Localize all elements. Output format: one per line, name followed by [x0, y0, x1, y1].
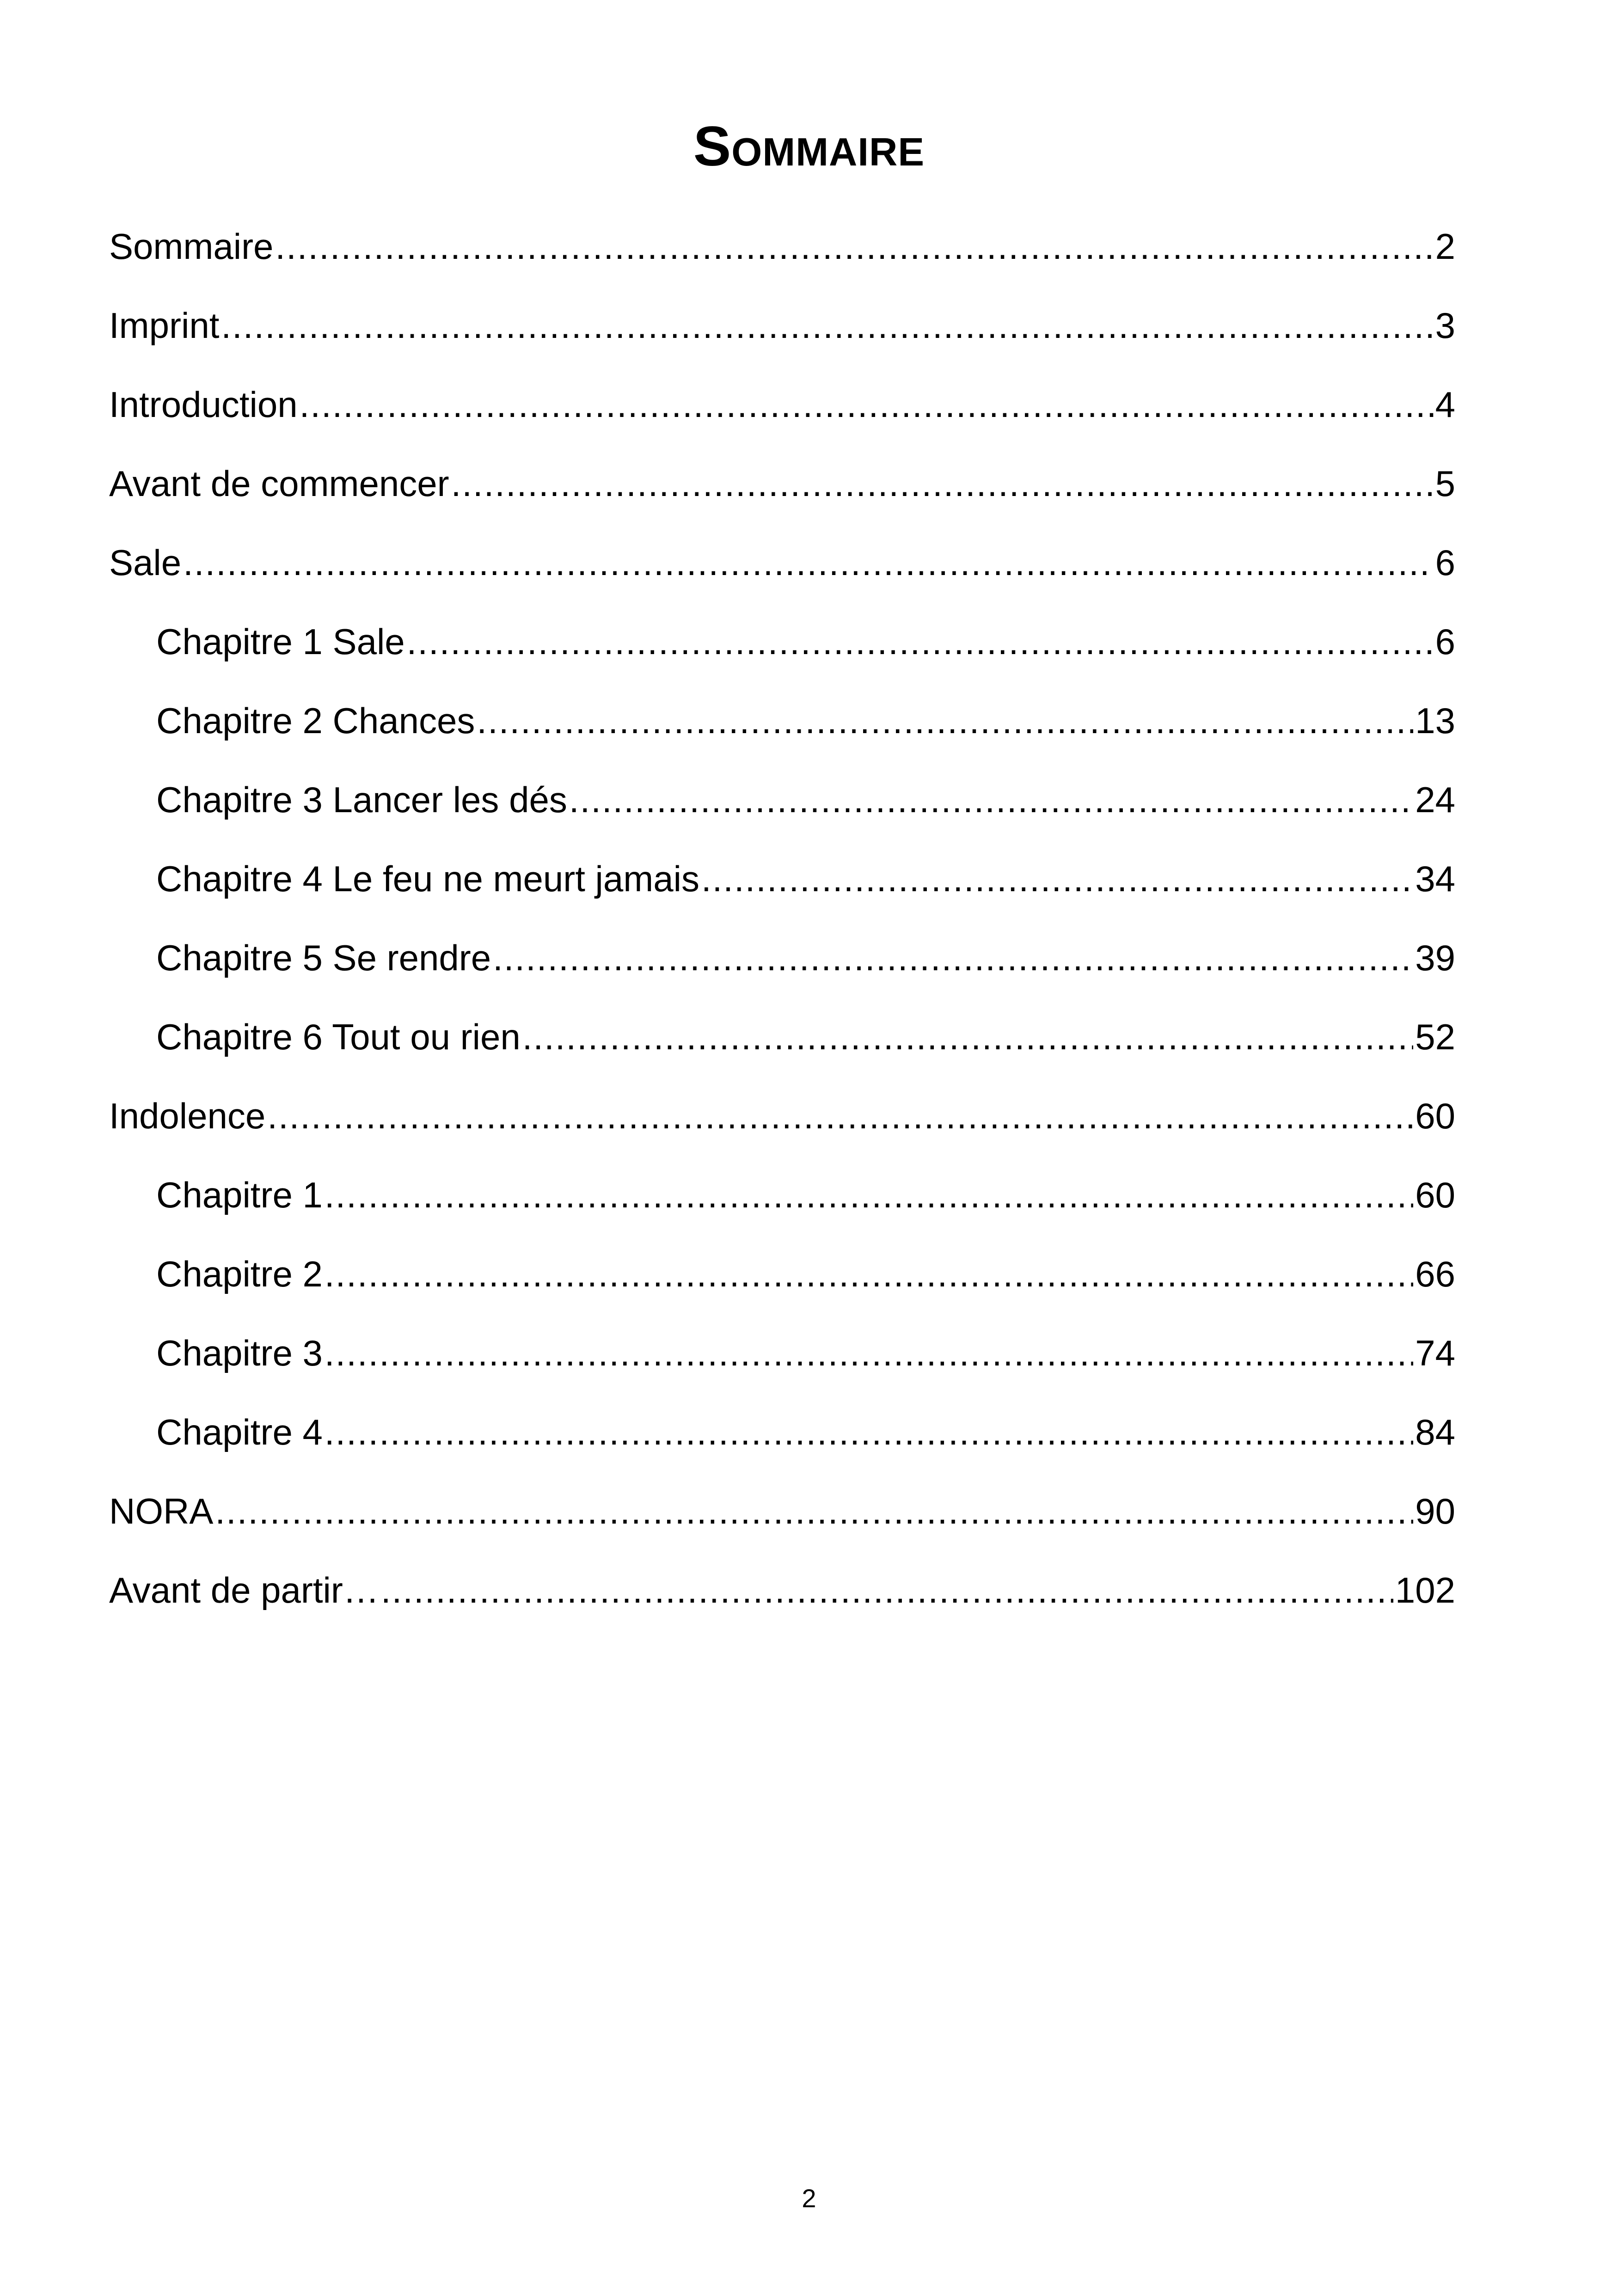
toc-entry-page: 66: [1415, 1254, 1455, 1294]
toc-dot-leader: [701, 853, 1413, 904]
toc-entry[interactable]: [109, 537, 1455, 616]
toc-entry-label: Chapitre 1: [156, 1175, 323, 1215]
toc-entry-label: Introduction: [109, 384, 298, 425]
toc-entry-page: 6: [1435, 542, 1455, 583]
toc-entry-page: 3: [1435, 305, 1455, 346]
toc-entry[interactable]: [109, 1486, 1455, 1565]
toc-entry[interactable]: [109, 1328, 1455, 1407]
toc-dot-leader: [267, 1090, 1413, 1141]
table-of-contents: [109, 221, 1455, 1644]
toc-entry-page: 2: [1435, 226, 1455, 267]
toc-entry[interactable]: [109, 853, 1455, 932]
page-number: 2: [802, 2184, 816, 2213]
toc-entry[interactable]: [109, 300, 1455, 379]
toc-entry-page: 60: [1415, 1175, 1455, 1215]
toc-entry-label: Chapitre 5 Se rendre: [156, 937, 491, 978]
page-title: Sommaire: [693, 115, 925, 178]
toc-entry-page: 84: [1415, 1412, 1455, 1452]
toc-entry-label: NORA: [109, 1491, 214, 1531]
toc-entry[interactable]: [109, 1249, 1455, 1328]
toc-entry-label: Chapitre 4: [156, 1412, 323, 1452]
toc-entry[interactable]: [109, 1565, 1455, 1644]
toc-dot-leader: [325, 1407, 1413, 1457]
toc-entry-page: 34: [1415, 858, 1455, 899]
toc-entry[interactable]: [109, 379, 1455, 458]
toc-entry-label: Chapitre 2: [156, 1254, 323, 1294]
toc-entry[interactable]: [109, 695, 1455, 774]
toc-dot-leader: [221, 300, 1433, 351]
toc-entry-label: Imprint: [109, 305, 220, 346]
toc-entry-page: 60: [1415, 1096, 1455, 1136]
toc-entry-label: Avant de commencer: [109, 463, 449, 504]
toc-entry-page: 4: [1435, 384, 1455, 425]
toc-entry[interactable]: [109, 1011, 1455, 1090]
toc-entry[interactable]: [109, 221, 1455, 300]
toc-dot-leader: [215, 1486, 1413, 1537]
toc-dot-leader: [407, 616, 1434, 667]
toc-entry-label: Indolence: [109, 1096, 266, 1136]
toc-entry[interactable]: [109, 1090, 1455, 1169]
toc-entry-label: Chapitre 4 Le feu ne meurt jamais: [156, 858, 699, 899]
toc-entry-page: 39: [1415, 937, 1455, 978]
toc-entry-label: Chapitre 3: [156, 1333, 323, 1373]
toc-entry-page: 6: [1435, 621, 1455, 662]
toc-dot-leader: [569, 774, 1413, 825]
toc-dot-leader: [183, 537, 1433, 588]
toc-entry[interactable]: [109, 616, 1455, 695]
toc-dot-leader: [451, 458, 1434, 509]
toc-entry-page: 102: [1395, 1570, 1455, 1610]
toc-dot-leader: [325, 1169, 1413, 1220]
toc-entry-label: Sommaire: [109, 226, 274, 267]
toc-entry-label: Avant de partir…: [109, 1570, 379, 1610]
toc-dot-leader: [522, 1011, 1414, 1062]
toc-entry-page: 5: [1435, 463, 1455, 504]
toc-entry-page: 13: [1415, 700, 1455, 741]
toc-entry[interactable]: [109, 1407, 1455, 1486]
toc-entry-label: Chapitre 6 Tout ou rien: [156, 1016, 521, 1057]
toc-entry-label: Sale: [109, 542, 182, 583]
toc-dot-leader: [325, 1249, 1413, 1299]
toc-dot-leader: [275, 221, 1433, 272]
toc-dot-leader: [325, 1328, 1413, 1378]
toc-dot-leader: [493, 932, 1413, 983]
toc-dot-leader: [300, 379, 1434, 430]
toc-entry-page: 52: [1415, 1016, 1455, 1057]
toc-entry-label: Chapitre 3 Lancer les dés: [156, 779, 567, 820]
toc-entry-label: Chapitre 1 Sale: [156, 621, 405, 662]
toc-dot-leader: [477, 695, 1413, 746]
toc-entry-page: 24: [1415, 779, 1455, 820]
toc-entry-page: 74: [1415, 1333, 1455, 1373]
toc-entry[interactable]: [109, 1169, 1455, 1249]
toc-dot-leader: [381, 1565, 1393, 1616]
toc-entry[interactable]: [109, 932, 1455, 1011]
toc-entry[interactable]: [109, 458, 1455, 537]
toc-entry[interactable]: [109, 774, 1455, 853]
toc-entry-page: 90: [1415, 1491, 1455, 1531]
toc-entry-label: Chapitre 2 Chances: [156, 700, 475, 741]
